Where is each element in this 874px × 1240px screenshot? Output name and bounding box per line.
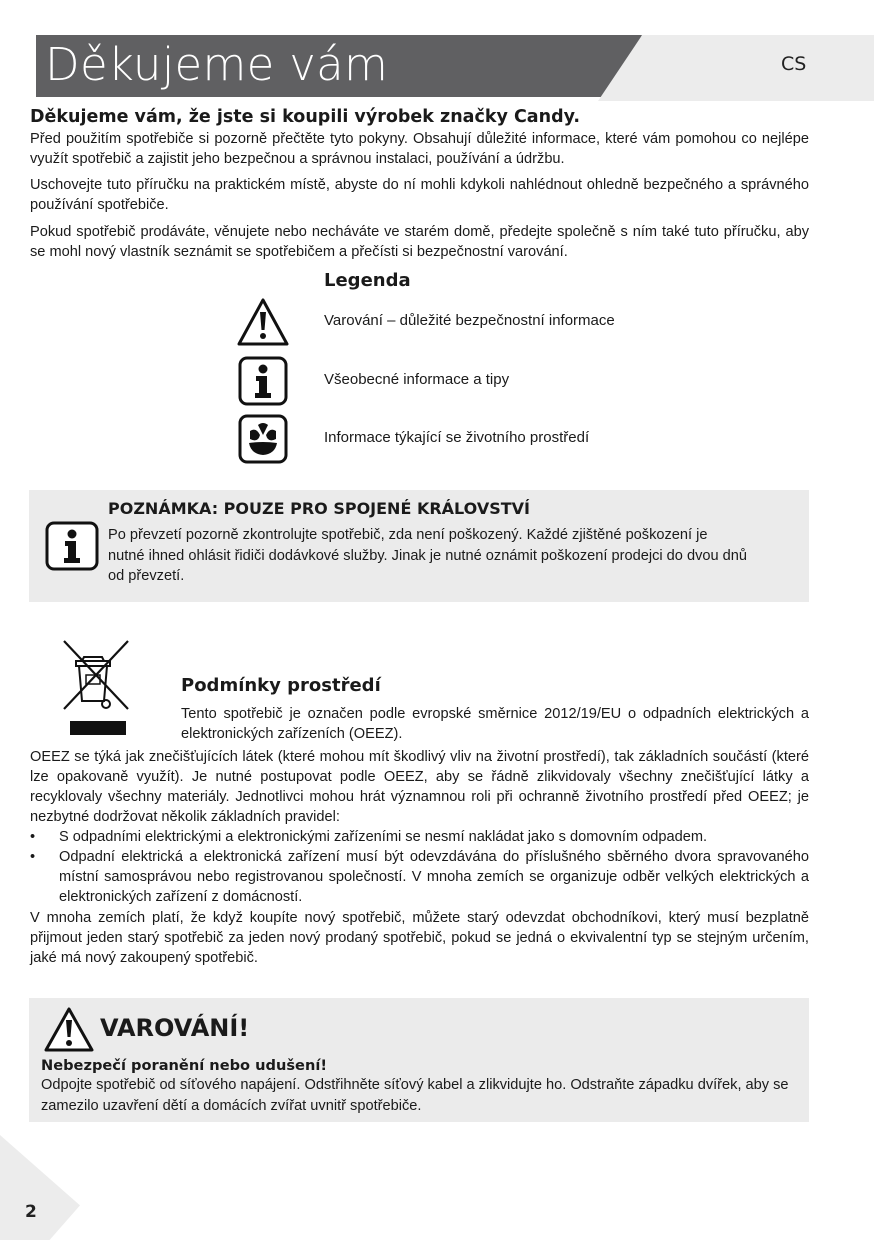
warning-title: VAROVÁNÍ! xyxy=(100,1014,250,1042)
warning-subtitle: Nebezpečí poranění nebo udušení! xyxy=(41,1057,328,1074)
environment-icon xyxy=(236,413,290,465)
intro-paragraph-3: Pokud spotřebič prodáváte, věnujete nebo necháváte ve starém domě, předejte společně s ním také tuto příručku, aby se mohl nový vlastník seznámit se spotřebičem a přečísti si bezpečnostní varování. xyxy=(30,224,809,260)
note-text: Po převzetí pozorně zkontrolujte spotřebič, zda není poškozený. Každé zjištěné poškození je nutné ihned ohlásit řidiči dodávkové služby. Jinak je nutné oznámit poškození prodejci do dvou dnů od převzetí. xyxy=(108,527,748,584)
page-title: Děkujeme vám xyxy=(45,38,389,91)
environment-paragraph-2: V mnoha zemích platí, že když koupíte nový spotřebič, můžete starý odevzdat obchodníkovi, který musí bezplatně přijmout jeden starý spotřebič za jeden nový prodaný spotřebič, pokud se jedná o ekvivalentní typ se stejným určením, jaké má nový zakoupený spotřebič. xyxy=(30,910,809,966)
intro-heading: Děkujeme vám, že jste si koupili výrobek značky Candy. xyxy=(30,107,581,127)
note-title: POZNÁMKA: POUZE PRO SPOJENÉ KRÁLOVSTVÍ xyxy=(108,499,530,518)
legend-item-environment xyxy=(236,413,776,465)
environment-title: Podmínky prostředí xyxy=(181,675,381,696)
legend-title: Legenda xyxy=(324,270,411,291)
intro-paragraph-2: Uschovejte tuto příručku na praktickém místě, abyste do ní mohli kdykoli nahlédnout ohledně bezpečného a správného používání spotřebiče. xyxy=(30,177,809,213)
info-icon xyxy=(236,355,290,407)
list-item: • Odpadní elektrická a elektronická zařízení musí být odevzdávána do příslušného sběrného dvora spravovaného místní samosprávou nebo registrovanou společností. V mnoha zemích se organizuje odběr velkých elektrických a elektronických zařízení z domácností. xyxy=(30,847,809,907)
uk-note-box xyxy=(29,490,809,602)
legend-item-info xyxy=(236,355,776,407)
environment-rules-list xyxy=(30,827,809,907)
info-icon xyxy=(43,520,101,572)
legend-label: Informace týkající se životního prostředí xyxy=(324,429,590,446)
legend-item-warning xyxy=(236,296,776,348)
legend-label: Varování – důležité bezpečnostní informace xyxy=(324,312,615,329)
weee-crossed-bin-icon xyxy=(58,635,134,743)
list-item: • S odpadními elektrickými a elektronickými zařízeními se nesmí nakládat jako s domovním odpadem. xyxy=(30,827,809,847)
warning-text: Odpojte spotřebič od síťového napájení. Odstřihněte síťový kabel a zlikvidujte ho. Odstraňte západku dvířek, aby se zamezilo uzavření dětí a domácích zvířat uvnitř spotřebiče. xyxy=(41,1077,789,1114)
environment-intro: Tento spotřebič je označen podle evropské směrnice 2012/19/EU o odpadních elektrických a elektronických zařízeních (OEEZ). xyxy=(181,706,809,742)
warning-triangle-icon xyxy=(236,296,290,348)
intro-paragraph-1: Před použitím spotřebiče si pozorně přečtěte tyto pokyny. Obsahují důležité informace, které vám pomohou co nejlépe využít spotřebič a zajistit jeho bezpečnou a správnou instalaci, používání a údržbu. xyxy=(30,131,809,167)
header-accent xyxy=(598,35,874,101)
warning-box xyxy=(29,998,809,1122)
page-corner-accent xyxy=(0,1135,80,1240)
legend-label: Všeobecné informace a tipy xyxy=(324,371,510,388)
warning-triangle-icon xyxy=(43,1006,95,1054)
environment-paragraph-1: OEEZ se týká jak znečišťujících látek (které mohou mít škodlivý vliv na životní prostředí), tak základních součástí (které lze opakovaně využít). Je nutné postupovat podle OEEZ, aby se řádně zlikvidovaly všechny znečišťující látky a recyklovaly všechny materiály. Jednotlivci mohou hrát významnou roli při ochranně životního prostředí před OEEZ; je nezbytné dodržovat několik základních pravidel: xyxy=(30,749,809,825)
language-code: CS xyxy=(781,53,807,75)
page-number: 2 xyxy=(25,1202,37,1222)
